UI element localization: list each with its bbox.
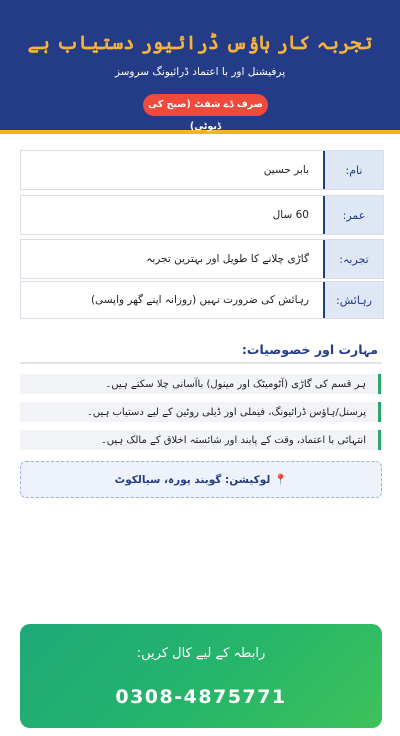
skills-heading: مہارت اور خصوصیات: xyxy=(241,342,378,357)
header-banner xyxy=(0,0,400,130)
page-title: تجربہ کار ہاؤس ڈرائیور دستیاب ہے xyxy=(27,32,373,54)
detail-value: رہائش کی ضرورت نہیں (روزانہ اپنے گھر واپسی) xyxy=(90,294,309,306)
detail-label: تجربہ: xyxy=(323,240,383,278)
location-text: لوکیشن: گوبند پورہ، سیالکوٹ xyxy=(114,473,271,486)
detail-row-age xyxy=(20,195,384,235)
contact-card[interactable] xyxy=(20,624,382,728)
location-box xyxy=(20,461,382,498)
shift-badge: صرف ڈے شفٹ (صبح کی ڈیوٹی) xyxy=(143,94,268,116)
skill-item: پرسنل/ہاؤس ڈرائیونگ، فیملی اور ڈیلی روٹین کے لیے دستیاب ہیں۔ xyxy=(20,402,381,422)
contact-label: رابطہ کے لیے کال کریں: xyxy=(136,646,266,661)
detail-value: 60 سال xyxy=(272,209,309,221)
map-pin-icon: 📍 xyxy=(274,474,288,486)
detail-value: بابر حسین xyxy=(263,164,309,176)
detail-label: عمر: xyxy=(323,196,383,234)
skill-item: ہر قسم کی گاڑی (آٹومیٹک اور مینول) باآسانی چلا سکتے ہیں۔ xyxy=(20,374,381,394)
page-subtitle: پرفیشنل اور با اعتماد ڈرائیونگ سروسز xyxy=(114,66,286,78)
phone-number[interactable]: 0308-4875771 xyxy=(115,686,287,708)
skill-item: انتہائی با اعتماد، وقت کے پابند اور شائستہ اخلاق کے مالک ہیں۔ xyxy=(20,430,381,450)
detail-value: گاڑی چلانے کا طویل اور بہترین تجربہ xyxy=(146,253,309,265)
detail-row-name xyxy=(20,150,384,190)
detail-row-experience xyxy=(20,239,384,279)
detail-label: نام: xyxy=(323,151,383,189)
divider xyxy=(20,362,382,364)
detail-label: رہائش: xyxy=(323,282,383,318)
detail-row-residence xyxy=(20,281,384,319)
